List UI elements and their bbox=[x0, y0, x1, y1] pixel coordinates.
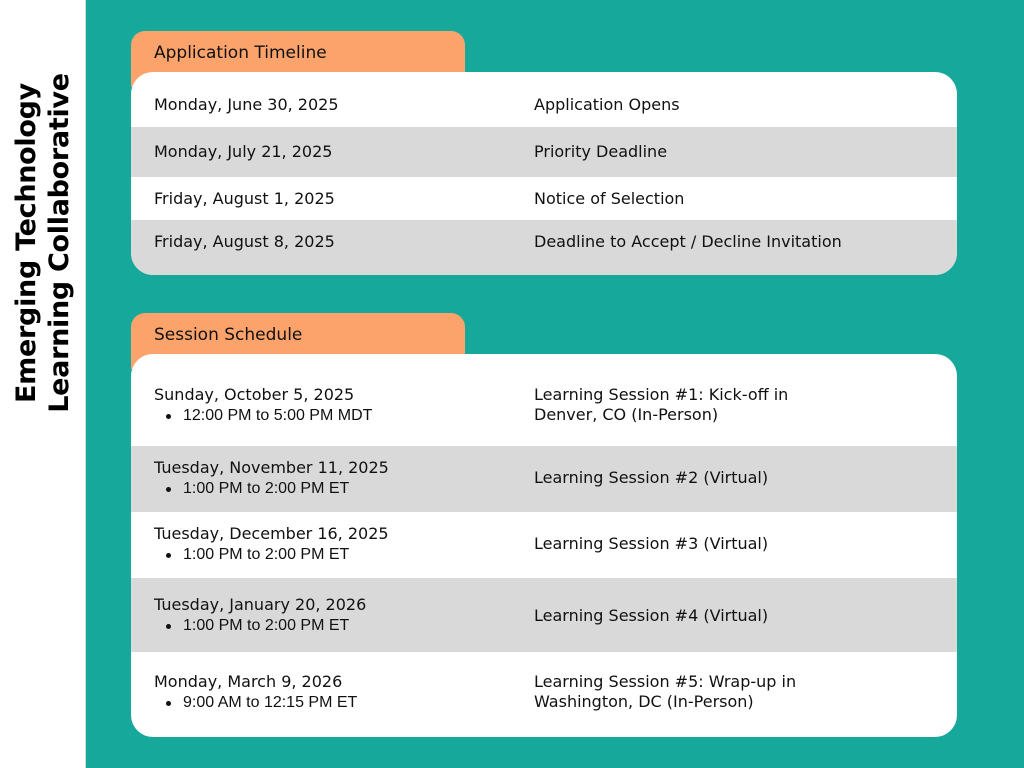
schedule-row bbox=[131, 446, 957, 512]
schedule-time-text: 12:00 PM to 5:00 PM MDT bbox=[183, 407, 373, 424]
bullet-icon bbox=[166, 624, 171, 629]
timeline-date: Friday, August 8, 2025 bbox=[154, 232, 335, 251]
sidebar-title bbox=[10, 73, 76, 412]
schedule-card bbox=[131, 354, 957, 737]
timeline-date: Friday, August 1, 2025 bbox=[154, 189, 335, 208]
schedule-time-text: 9:00 AM to 12:15 PM ET bbox=[183, 694, 358, 711]
schedule-date-block bbox=[154, 672, 357, 713]
schedule-event: Learning Session #3 (Virtual) bbox=[534, 534, 769, 553]
schedule-heading: Session Schedule bbox=[154, 325, 303, 345]
schedule-event-line2: Washington, DC (In-Person) bbox=[534, 692, 754, 711]
schedule-row bbox=[131, 652, 957, 737]
schedule-date: Tuesday, December 16, 2025 bbox=[154, 524, 389, 543]
bullet-icon bbox=[166, 701, 171, 706]
schedule-time-text: 1:00 PM to 2:00 PM ET bbox=[183, 617, 350, 634]
schedule-event: Learning Session #2 (Virtual) bbox=[534, 468, 769, 487]
schedule-time bbox=[154, 545, 389, 565]
schedule-date: Tuesday, November 11, 2025 bbox=[154, 458, 389, 477]
schedule-event-line2: Denver, CO (In-Person) bbox=[534, 405, 719, 424]
schedule-date-block bbox=[154, 458, 389, 499]
timeline-event: Application Opens bbox=[534, 95, 680, 114]
bullet-icon bbox=[166, 487, 171, 492]
timeline-event: Deadline to Accept / Decline Invitation bbox=[534, 232, 842, 251]
schedule-time bbox=[154, 479, 389, 499]
timeline-heading: Application Timeline bbox=[154, 43, 327, 63]
timeline-row bbox=[131, 177, 957, 220]
schedule-row bbox=[131, 354, 957, 446]
schedule-time bbox=[154, 406, 372, 426]
timeline-row bbox=[131, 220, 957, 275]
schedule-date-block bbox=[154, 385, 372, 426]
timeline-card bbox=[131, 72, 957, 275]
sidebar-title-line2: Learning Collaborative bbox=[44, 73, 75, 413]
schedule-date: Monday, March 9, 2026 bbox=[154, 672, 343, 691]
schedule-event bbox=[534, 672, 914, 712]
schedule-date: Tuesday, January 20, 2026 bbox=[154, 595, 367, 614]
sidebar-title-line1: Emerging Technology bbox=[11, 83, 42, 403]
schedule-time bbox=[154, 616, 366, 636]
timeline-row bbox=[131, 127, 957, 177]
schedule-row bbox=[131, 512, 957, 578]
schedule-date: Sunday, October 5, 2025 bbox=[154, 385, 355, 404]
bullet-icon bbox=[166, 553, 171, 558]
schedule-event-line1: Learning Session #5: Wrap-up in bbox=[534, 672, 797, 691]
schedule-time-text: 1:00 PM to 2:00 PM ET bbox=[183, 480, 350, 497]
schedule-row bbox=[131, 578, 957, 652]
timeline-date: Monday, July 21, 2025 bbox=[154, 142, 333, 161]
schedule-event: Learning Session #4 (Virtual) bbox=[534, 606, 769, 625]
schedule-time-text: 1:00 PM to 2:00 PM ET bbox=[183, 546, 350, 563]
sidebar bbox=[0, 0, 86, 768]
timeline-event: Notice of Selection bbox=[534, 189, 685, 208]
schedule-event bbox=[534, 385, 914, 425]
timeline-date: Monday, June 30, 2025 bbox=[154, 95, 339, 114]
timeline-event: Priority Deadline bbox=[534, 142, 668, 161]
schedule-date-block bbox=[154, 524, 389, 565]
schedule-date-block bbox=[154, 595, 366, 636]
schedule-time bbox=[154, 693, 357, 713]
bullet-icon bbox=[166, 414, 171, 419]
timeline-row bbox=[131, 72, 957, 127]
schedule-event-line1: Learning Session #1: Kick-off in bbox=[534, 385, 789, 404]
